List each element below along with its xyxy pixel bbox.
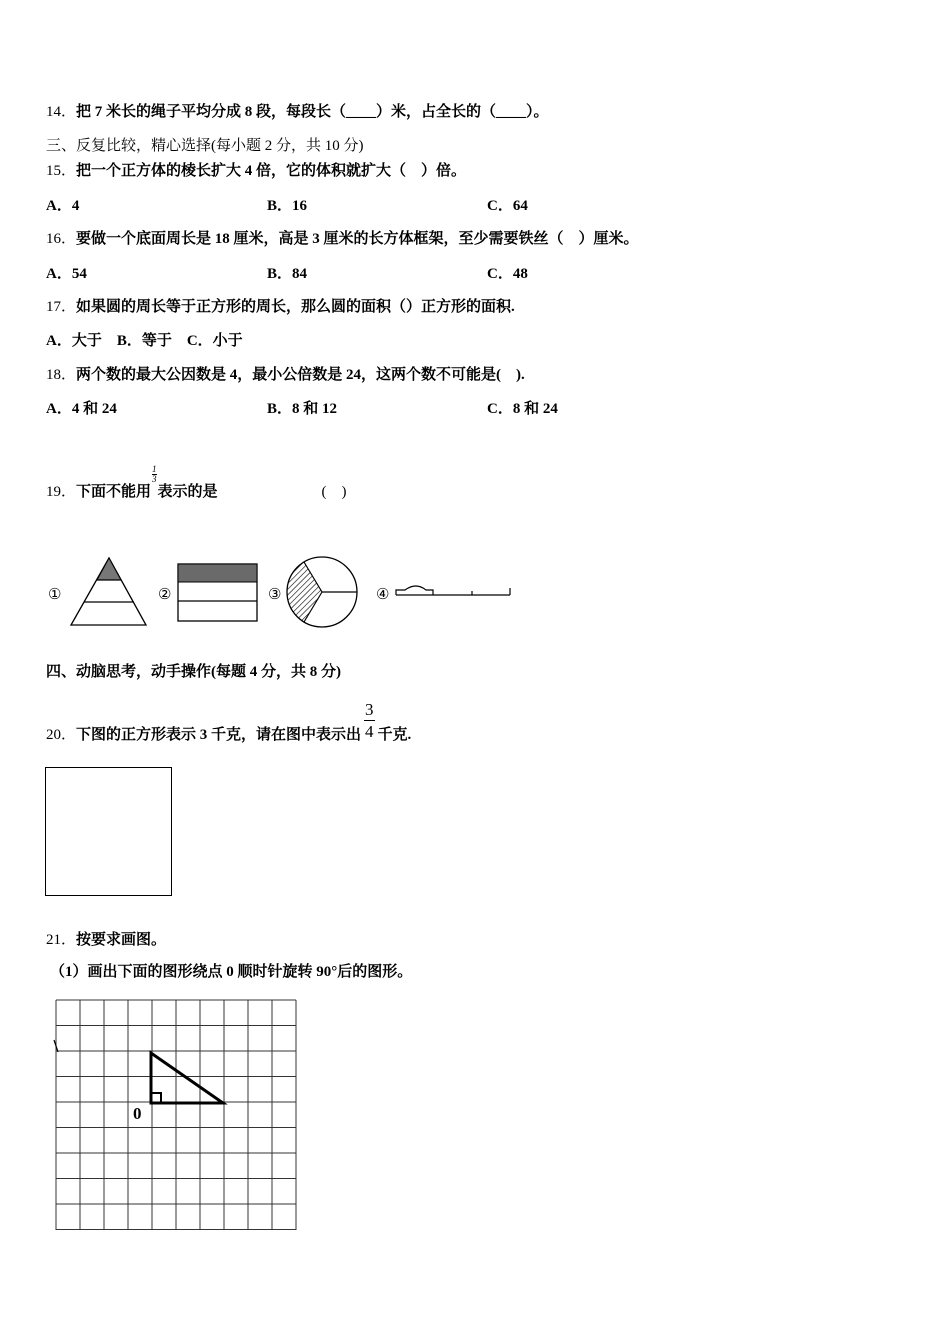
q21-grid-diagram <box>50 996 302 1236</box>
question-15 <box>46 161 466 181</box>
section-3-title: 三、反复比较，精心选择(每小题 2 分，共 10 分) <box>46 138 364 154</box>
question-20 <box>46 701 411 755</box>
question-16 <box>46 229 639 249</box>
segment-brace <box>396 586 433 595</box>
question-text: 把一个正方体的棱长扩大 4 倍，它的体积就扩大（ ）倍。 <box>76 163 467 179</box>
question-21-sub-1: （1）画出下面的图形绕点 0 顺时针旋转 90°后的图形。 <box>50 964 413 980</box>
question-number: 19． <box>46 484 77 500</box>
option-b: B．84 <box>267 266 308 282</box>
question-text: 把 7 米长的绳子平均分成 8 段，每段长（____）米，占全长的（____）。 <box>76 104 549 120</box>
option-b: B．16 <box>267 198 308 214</box>
question-21 <box>46 930 166 950</box>
question-19 <box>46 465 347 502</box>
question-number: 16． <box>46 231 77 247</box>
figure-label-3: ③ <box>268 587 282 603</box>
option-c: C．64 <box>487 198 528 214</box>
question-text-before: 下图的正方形表示 3 千克，请在图中表示出 <box>76 727 362 743</box>
triangle-shaded-part <box>97 558 121 580</box>
question-14 <box>46 102 549 122</box>
question-text: 两个数的最大公因数是 4，最小公倍数是 24，这两个数不可能是( ). <box>76 367 525 383</box>
option-c: C．48 <box>487 266 528 282</box>
rotation-point-label: 0 <box>133 1104 142 1123</box>
grid-lines <box>56 1000 296 1230</box>
question-text: 按要求画图。 <box>76 932 167 948</box>
option-b: B．8 和 12 <box>267 401 338 417</box>
option-c: C．8 和 24 <box>487 401 558 417</box>
fraction-three-quarters <box>364 701 375 740</box>
question-number: 14． <box>46 104 77 120</box>
option-a: A．4 和 24 <box>46 401 117 417</box>
fraction-denominator: 4 <box>365 722 374 741</box>
q19-figures <box>40 548 520 638</box>
circle-hatched-sector <box>287 562 322 622</box>
section-4-title: 四、动脑思考，动手操作(每题 4 分，共 8 分) <box>46 664 341 680</box>
question-text-after: 千克. <box>377 727 412 743</box>
question-text: 要做一个底面周长是 18 厘米，高是 3 厘米的长方体框架，至少需要铁丝（ ）厘米。 <box>76 231 639 247</box>
fraction-numerator: 1 <box>152 464 157 474</box>
options-line: A．大于 B．等于 C．小于 <box>46 333 243 349</box>
question-number: 17． <box>46 299 77 315</box>
answer-blank: ( ) <box>321 484 347 500</box>
fraction-numerator: 3 <box>365 700 374 719</box>
rectangle-shaded-part <box>178 564 257 582</box>
figure-label-4: ④ <box>376 587 390 603</box>
fraction-one-third <box>152 465 157 484</box>
question-number: 18． <box>46 367 77 383</box>
question-number: 21． <box>46 932 77 948</box>
question-18 <box>46 365 525 385</box>
fraction-denominator: 3 <box>152 474 157 484</box>
question-number: 20． <box>46 727 77 743</box>
question-text-after: 表示的是 <box>157 484 218 500</box>
question-17 <box>46 297 515 317</box>
figure-label-2: ② <box>158 587 172 603</box>
option-a: A．4 <box>46 198 80 214</box>
question-text: 如果圆的周长等于正方形的周长，那么圆的面积（）正方形的面积. <box>76 299 515 315</box>
question-number: 15． <box>46 163 77 179</box>
question-text-before: 下面不能用 <box>76 484 152 500</box>
option-a: A．54 <box>46 266 87 282</box>
figure-label-1: ① <box>48 587 62 603</box>
q20-square-diagram <box>45 767 172 896</box>
